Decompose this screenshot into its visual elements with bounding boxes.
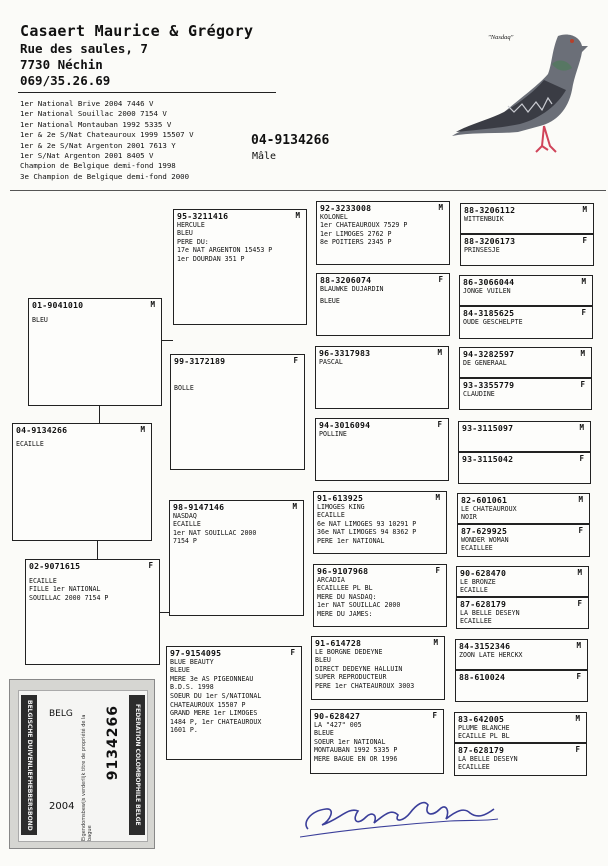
dam-card[interactable] [25, 559, 160, 665]
sex-marker: M [582, 205, 587, 214]
sex-marker: M [579, 423, 584, 432]
subject-card[interactable] [12, 423, 152, 541]
bird-description: POLLINE [319, 429, 347, 438]
great-grandparent-card[interactable] [315, 418, 449, 481]
sex-marker: F [437, 420, 442, 429]
bird-description: ECAILLE [173, 520, 201, 529]
bird-description: 36e NAT LIMOGES 94 8362 P [317, 528, 417, 537]
sex-marker: M [576, 641, 581, 650]
photo-caption: "Nasdaq" [488, 34, 514, 41]
sex-marker: F [432, 711, 437, 720]
owner-phone: 069/35.26.69 [20, 73, 111, 88]
bird-description: MONTAUBAN 1992 5335 P [314, 746, 398, 755]
stamp-ring-number: 9134266 [105, 705, 121, 781]
sex-marker: M [150, 300, 155, 309]
ring-number: 95-3211416 [177, 211, 229, 221]
granddam-maternal-card[interactable] [166, 646, 302, 760]
bird-description: 1er DOURDAN 351 P [177, 254, 245, 263]
bird-description: BLAUWKE DUJARDIN [320, 284, 384, 293]
bird-description: PERE DU: [177, 237, 209, 246]
ring-number: 88-610024 [459, 672, 506, 682]
bird-description: SOUILLAC 2000 7154 P [29, 593, 109, 602]
great-great-grandparent-card[interactable] [455, 670, 588, 702]
ring-number: 88-3206112 [464, 205, 516, 215]
sex-marker: F [577, 599, 582, 608]
ring-number: 83-642005 [458, 714, 505, 724]
bird-description: LA BELLE DESEYN [458, 754, 518, 763]
ring-number: 94-3282597 [463, 349, 515, 359]
great-grandparent-card[interactable] [316, 273, 450, 336]
great-great-grandparent-card[interactable] [460, 203, 594, 234]
great-great-grandparent-card[interactable] [459, 378, 592, 410]
great-grandparent-card[interactable] [315, 346, 449, 409]
bird-description: GRAND MERE 1er LIMOGES [170, 709, 258, 718]
bird-description: ECAILLE [16, 439, 44, 448]
great-grandparent-card[interactable] [313, 564, 447, 627]
great-great-grandparent-card[interactable] [460, 234, 594, 266]
header-bottom-rule [10, 190, 606, 191]
sex-marker: M [577, 568, 582, 577]
ring-number: 91-614728 [315, 638, 362, 648]
ring-number: 87-629925 [461, 526, 508, 536]
ring-number: 90-628427 [314, 711, 361, 721]
ring-certificate-stamp [9, 679, 155, 849]
achievements-list [20, 99, 194, 182]
bird-description: ECAILLE PL BL [458, 732, 510, 741]
great-great-grandparent-card[interactable] [457, 524, 590, 557]
bird-description: 17e NAT ARGENTON 15453 P [177, 246, 273, 255]
bird-description: 1484 P, 1er CHATEAUROUX [170, 717, 262, 726]
ring-number: 82-601061 [461, 495, 508, 505]
sex-marker: F [582, 236, 587, 245]
great-great-grandparent-card[interactable] [456, 597, 589, 629]
bird-description: FILLE 1er NATIONAL [29, 585, 101, 594]
ring-number: 93-3355779 [463, 380, 515, 390]
connector-line [99, 406, 100, 423]
achievement-item: 1er S/Nat Argenton 2001 8405 V [20, 151, 154, 161]
great-grandparent-card[interactable] [311, 636, 445, 700]
ring-number: 96-9107968 [317, 566, 369, 576]
sex-marker: F [578, 526, 583, 535]
achievement-item: 1er National Montauban 1992 5335 V [20, 119, 172, 129]
bird-description: BLEUE [314, 729, 334, 738]
sex-marker: M [581, 277, 586, 286]
bird-description: PERE 1er CHATEAUROUX 3003 [315, 681, 415, 690]
bird-description: 1601 P. [170, 726, 198, 735]
bird-description: BLUE BEAUTY [170, 657, 214, 666]
ring-number: 01-9041010 [32, 300, 84, 310]
great-grandparent-card[interactable] [310, 709, 444, 774]
bird-description: ECAILLEE [458, 763, 490, 772]
bird-description: PRINSESJE [464, 245, 500, 254]
bird-description: BLEU [315, 656, 331, 665]
sex-marker: M [580, 349, 585, 358]
bird-description: 8e POITIERS 2345 P [320, 238, 392, 247]
bird-description: 7154 P [173, 537, 197, 546]
bird-description: SUPER REPRODUCTEUR [315, 673, 387, 682]
bird-description: MERE DU JAMES: [317, 609, 373, 618]
great-great-grandparent-card[interactable] [458, 421, 591, 452]
bird-description: LE CHATEAUROUX [461, 504, 517, 513]
subject-sex: Mâle [252, 151, 277, 162]
bird-description: BLEU [177, 229, 193, 238]
bird-description: CLAUDINE [463, 389, 495, 398]
great-great-grandparent-card[interactable] [458, 452, 591, 484]
ring-number: 90-628470 [460, 568, 507, 578]
ring-number: 99-3172189 [174, 356, 226, 366]
stamp-panel [18, 690, 148, 842]
bird-description: WONDER WOMAN [461, 535, 509, 544]
bird-description: 1er LIMOGES 2762 P [320, 229, 392, 238]
great-great-grandparent-card[interactable] [454, 712, 587, 743]
sex-marker: F [438, 275, 443, 284]
sex-marker: M [575, 714, 580, 723]
sex-marker: F [581, 308, 586, 317]
bird-description: WITTENBUIK [464, 214, 504, 223]
header-divider [18, 92, 276, 93]
bird-description: 1er NAT SOUILLAC 2000 [173, 528, 257, 537]
bird-description: 6e NAT LIMOGES 93 10291 P [317, 519, 417, 528]
bird-description: NASDAQ [173, 511, 197, 520]
sex-marker: F [579, 454, 584, 463]
bird-description: ECAILLEE PL BL [317, 584, 373, 593]
stamp-year: 2004 [49, 801, 75, 812]
bird-description: ARCADIA [317, 575, 345, 584]
great-grandparent-card[interactable] [316, 201, 450, 265]
bird-description: PASCAL [319, 357, 343, 366]
ring-number: 96-3317983 [319, 348, 371, 358]
subject-ring-number: 04-9134266 [251, 133, 330, 148]
ring-number: 87-628179 [460, 599, 507, 609]
connector-line [162, 340, 173, 341]
sex-marker: M [435, 493, 440, 502]
stamp-band-right: FEDERATION COLOMBOPHILE BELGE [129, 695, 145, 835]
bird-description: LA "427" 005 [314, 720, 362, 729]
ring-number: 98-9147146 [173, 502, 225, 512]
bird-description: MERE BAGUE EN OR 1996 [314, 754, 398, 763]
ring-number: 88-3206173 [464, 236, 516, 246]
ring-number: 04-9134266 [16, 425, 68, 435]
owner-city: 7730 Néchin [20, 57, 103, 72]
owner-name: Casaert Maurice & Grégory [20, 22, 254, 40]
ring-number: 88-3206074 [320, 275, 372, 285]
bird-description: 1er NAT SOUILLAC 2000 [317, 601, 401, 610]
stamp-small-text: Eigendomsbewijs verderlijk titre de propriété de la bague [81, 714, 93, 841]
bird-description: ECAILLE [317, 511, 345, 520]
ring-number: 86-3066044 [463, 277, 515, 287]
achievement-item: 1er National Brive 2004 7446 V [20, 99, 154, 108]
sex-marker: F [148, 561, 153, 570]
bird-description: ECAILLEE [460, 617, 492, 626]
sex-marker: M [438, 203, 443, 212]
bird-description: MERE DU NASDAQ: [317, 592, 377, 601]
bird-description: ECAILLE [29, 576, 57, 585]
stamp-country: BELG [49, 709, 73, 719]
sex-marker: M [292, 502, 297, 511]
granddam-paternal-card[interactable] [170, 354, 305, 470]
pigeon-photo [448, 24, 598, 164]
bird-description: MERE 3e AS PIGEONNEAU [170, 674, 254, 683]
bird-description: BLEUE [320, 297, 340, 306]
sire-card[interactable] [28, 298, 162, 406]
great-great-grandparent-card[interactable] [459, 275, 593, 306]
bird-description: JONGE VUILEN [463, 286, 511, 295]
grandsire-paternal-card[interactable] [173, 209, 307, 325]
great-great-grandparent-card[interactable] [457, 493, 590, 524]
achievement-item: 1er National Souillac 2000 7154 V [20, 109, 167, 119]
bird-description: PLUME BLANCHE [458, 723, 510, 732]
ring-number: 02-9071615 [29, 561, 81, 571]
ring-number: 84-3185625 [463, 308, 515, 318]
bird-description: SOEUR 1er NATIONAL [314, 737, 386, 746]
bird-description: LIMOGES KING [317, 502, 365, 511]
great-great-grandparent-card[interactable] [459, 306, 593, 339]
achievement-item: 3e Champion de Belgique demi-fond 2000 [20, 171, 190, 181]
great-great-grandparent-card[interactable] [459, 347, 592, 378]
bird-description: HERCULE [177, 220, 205, 229]
owner-street: Rue des saules, 7 [20, 41, 148, 56]
bird-description: PERE 1er NATIONAL [317, 536, 385, 545]
bird-description: LE BRONZE [460, 577, 496, 586]
ring-number: 97-9154095 [170, 648, 222, 658]
bird-description: LE BORGNE DEDEYNE [315, 647, 383, 656]
stamp-band-left: BELGISCHE DUIVENLIEFHEBBERSBOND [21, 695, 37, 835]
sex-marker: M [140, 425, 145, 434]
bird-description: B.D.S. 1998 [170, 683, 214, 692]
sex-marker: M [578, 495, 583, 504]
connector-line [160, 612, 169, 613]
bird-description: KOLONEL [320, 212, 348, 221]
sex-marker: F [580, 380, 585, 389]
great-grandparent-card[interactable] [313, 491, 447, 554]
ring-number: 92-3233008 [320, 203, 372, 213]
connector-line [97, 541, 98, 559]
achievement-item: 1er & 2e S/Nat Argenton 2001 7613 Y [20, 140, 176, 150]
sex-marker: M [433, 638, 438, 647]
sex-marker: F [576, 672, 581, 681]
bird-description: NOIR [461, 513, 477, 522]
great-great-grandparent-card[interactable] [454, 743, 587, 776]
ring-number: 84-3152346 [459, 641, 511, 651]
ring-number: 93-3115097 [462, 423, 514, 433]
bird-description: CHATEAUROUX 15507 P [170, 700, 246, 709]
sex-marker: M [437, 348, 442, 357]
signature [300, 785, 500, 845]
ring-number: 94-3016094 [319, 420, 371, 430]
achievement-item: 1er & 2e S/Nat Chateauroux 1999 15507 V [20, 130, 194, 140]
ring-number: 91-613925 [317, 493, 364, 503]
bird-description: LA BELLE DESEYN [460, 608, 520, 617]
bird-description: DE GENERAAL [463, 358, 507, 367]
bird-description: OUDE GESCHELPTE [463, 317, 523, 326]
bird-description: ECAILLEE [461, 544, 493, 553]
bird-description: 1er CHATEAUROUX 7529 P [320, 221, 408, 230]
great-great-grandparent-card[interactable] [455, 639, 588, 670]
ring-number: 93-3115042 [462, 454, 514, 464]
sex-marker: F [290, 648, 295, 657]
bird-description: BLEU [32, 315, 48, 324]
bird-description: SOEUR DU 1er S/NATIONAL [170, 691, 262, 700]
grandsire-maternal-card[interactable] [169, 500, 304, 616]
bird-description: ZOON LATE HERCKX [459, 650, 523, 659]
bird-description: DIRECT DEDEYNE HALLUIN [315, 664, 403, 673]
bird-description: BOLLE [174, 383, 194, 392]
sex-marker: F [575, 745, 580, 754]
ring-number: 87-628179 [458, 745, 505, 755]
achievement-item: Champion de Belgique demi-fond 1998 [20, 161, 176, 171]
bird-description: BLEUE [170, 666, 190, 675]
sex-marker: F [435, 566, 440, 575]
sex-marker: F [293, 356, 298, 365]
sex-marker: M [295, 211, 300, 220]
bird-description: ECAILLE [460, 586, 488, 595]
great-great-grandparent-card[interactable] [456, 566, 589, 597]
